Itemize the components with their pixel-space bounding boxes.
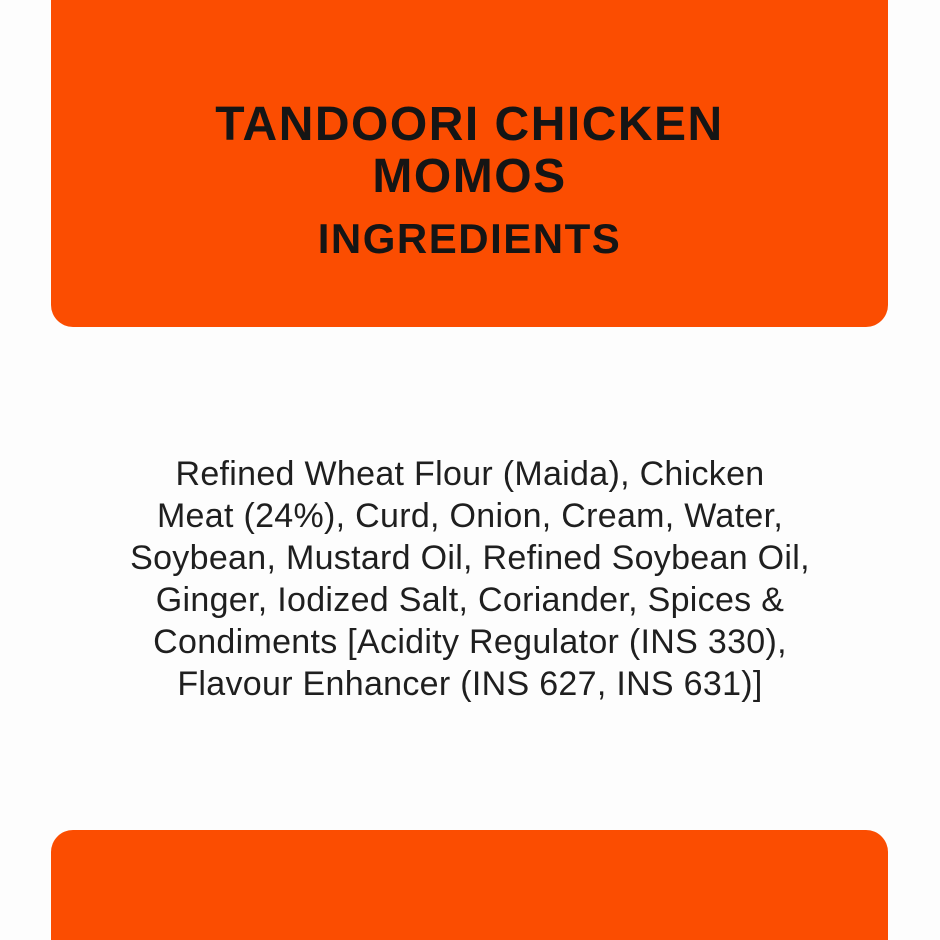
ingredients-line: Meat (24%), Curd, Onion, Cream, Water, (156, 497, 784, 535)
product-title-line1: TANDOORI CHICKEN (215, 98, 724, 151)
ingredients-line: Ginger, Iodized Salt, Coriander, Spices & (155, 581, 785, 619)
ingredients-line: Condiments [Acidity Regulator (INS 330), (153, 623, 787, 661)
header-text-group (51, 99, 888, 262)
product-title-line2: MOMOS (372, 150, 567, 203)
footer-orange-panel (51, 830, 888, 940)
product-title (51, 99, 888, 203)
ingredients-list (70, 453, 870, 705)
ingredients-line: Flavour Enhancer (INS 627, INS 631)] (177, 665, 763, 703)
ingredients-line: Refined Wheat Flour (Maida), Chicken (175, 455, 765, 493)
ingredients-heading: INGREDIENTS (317, 215, 622, 262)
ingredients-line: Soybean, Mustard Oil, Refined Soybean Oil, (130, 539, 810, 577)
